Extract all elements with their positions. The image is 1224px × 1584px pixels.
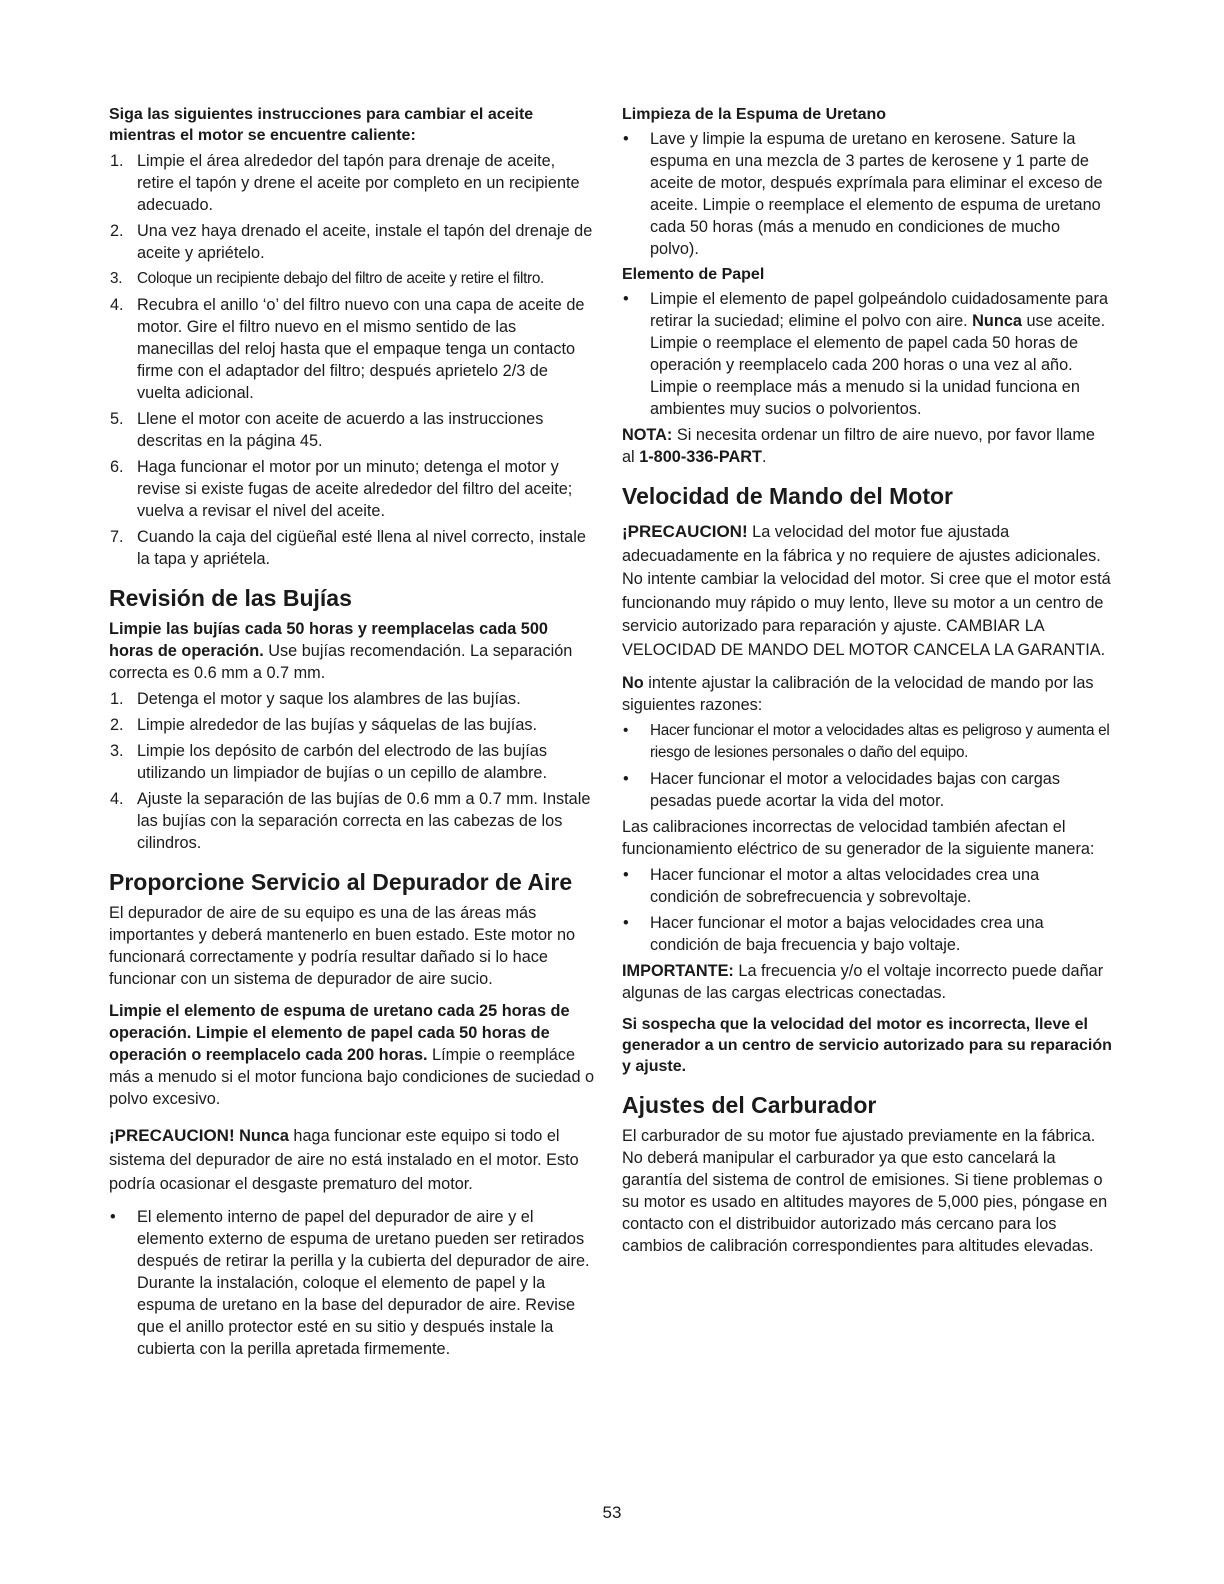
air-cleaner-heading: Proporcione Servicio al Depurador de Aire [109, 869, 573, 895]
air-filter-note: NOTA: Si necesita ordenar un filtro de aire nuevo, por favor llame al 1-800-336-PART. [622, 426, 1095, 466]
list-item: • Limpie el elemento de papel golpeándolo cuidadosamente para retirar la suciedad; elimine el polvo con aire. Nunca use aceite. Limpie o reemplace el elemento de papel cada 50 horas de operación y reemplacelo cada 200 horas o una vez al año. Limpie o reemplace más a menudo si la unidad funciona en ambientes muy sucios o polvorientos. [623, 290, 1109, 418]
list-item: • Hacer funcionar el motor a velocidades altas es peligroso y aumenta el riesgo de lesiones personales o daño del equipo. [623, 722, 1110, 761]
list-item: 3. Limpie los depósito de carbón del electrodo de las bujías utilizando un limpiador de bujías o un cepillo de alambre. [110, 742, 548, 782]
foam-heading: Limpieza de la Espuma de Uretano [622, 106, 887, 123]
air-cleaner-schedule: Limpie el elemento de espuma de uretano cada 25 horas de operación. Limpie el elemento de papel cada 50 horas de operación o reemplacelo cada 200 horas. Límpie o reempláce más a menudo si el motor funciona bajo condiciones de suciedad o polvo excesivo. [109, 1002, 595, 1108]
list-item: • Hacer funcionar el motor a bajas velocidades crea una condición de baja frecuencia y bajo voltaje. [623, 914, 1044, 954]
foam-bullets [622, 128, 1112, 260]
list-item: 4. Recubra el anillo ‘o’ del filtro nuevo con una capa de aceite de motor. Gire el filtro nuevo en el mismo sentido de las manecillas del reloj hasta que el empaque tenga un contacto firme con el adaptador del filtro; después aprietelo 2/3 de vuelta adicional. [110, 296, 585, 402]
hot-oil-intro: Siga las siguientes instrucciones para cambiar el aceite mientras el motor se encuentre caliente: [109, 106, 534, 144]
list-item: 3. Coloque un recipiente debajo del filtro de aceite y retire el filtro. [110, 270, 545, 287]
suspect-speed-notice: Si sospecha que la velocidad del motor es incorrecta, lleve el generador a un centro de servicio autorizado para su reparación y ajuste. [622, 1016, 1112, 1075]
list-item: • Hacer funcionar el motor a altas velocidades crea una condición de sobrefrecuencia y sobrevoltaje. [623, 866, 1040, 906]
paper-element-bullets [622, 288, 1112, 420]
spark-plug-heading: Revisión de las Bujías [109, 585, 352, 611]
page-number: 53 [602, 1503, 622, 1522]
left-column [109, 104, 595, 1364]
oil-change-steps [109, 150, 595, 570]
air-cleaner-caution: ¡PRECAUCION! Nunca haga funcionar este equipo si todo el sistema del depurador de aire no está instalado en el motor. Esto podría ocasionar el desgaste prematuro del motor. [109, 1126, 579, 1193]
list-item: 2. Limpie alrededor de las bujías y sáquelas de las bujías. [110, 716, 538, 734]
list-item: • Hacer funcionar el motor a velocidades bajas con cargas pesadas puede acortar la vida del motor. [623, 770, 1060, 810]
calibration-effects-intro: Las calibraciones incorrectas de velocidad también afectan el funcionamiento eléctrico de su generador de la siguiente manera: [622, 818, 1095, 858]
air-cleaner-bullets [109, 1206, 595, 1360]
speed-reasons [622, 720, 1112, 812]
list-item: 1. Limpie el área alrededor del tapón para drenaje de aceite, retire el tapón y drene el aceite por completo en un recipiente adecuado. [110, 152, 580, 214]
list-item: 5. Llene el motor con aceite de acuerdo a las instrucciones descritas en la página 45. [110, 410, 544, 450]
list-item: 6. Haga funcionar el motor por un minuto; detenga el motor y revise si existe fugas de aceite alrededor del filtro del aceite; vuelva a revisar el nivel del aceite. [110, 458, 573, 520]
right-column [622, 104, 1112, 1257]
spark-plug-steps [109, 688, 595, 854]
list-item: 2. Una vez haya drenado el aceite, instale el tapón del drenaje de aceite y apriételo. [110, 222, 593, 262]
importante-note: IMPORTANTE: La frecuencia y/o el voltaje incorrecto puede dañar algunas de las cargas electricas conectadas. [622, 962, 1104, 1002]
list-item: 7. Cuando la caja del cigüeñal esté llena al nivel correcto, instale la tapa y apriétela. [110, 528, 586, 568]
carburetor-text: El carburador de su motor fue ajustado previamente en la fábrica. No deberá manipular el carburador ya que esto cancelará la garantía del sistema de control de emisiones. Si tiene problemas o su motor es usado en altitudes mayores de 5,000 pies, póngase en contacto con el distribuidor autorizado más cercano para los cambios de calibración correspondientes para altitudes elevadas. [622, 1127, 1108, 1255]
spark-plug-intro: Limpie las bujías cada 50 horas y reemplacelas cada 500 horas de operación. Use bujías recomendación. La separación correcta es 0.6 mm a 0.7 mm. [109, 620, 573, 682]
air-cleaner-intro: El depurador de aire de su equipo es una de las áreas más importantes y deberá mantenerlo en buen estado. Este motor no funcionará correctamente y podría resultar dañado si lo hace funcionar con un sistema de depurador de aire sucio. [109, 904, 576, 988]
list-item: • Lave y limpie la espuma de uretano en kerosene. Sature la espuma en una mezcla de 3 partes de kerosene y 1 parte de aceite de motor, después exprímala para eliminar el exceso de aceite. Limpie o reemplace el elemento de espuma de uretano cada 50 horas (más a menudo en condiciones de mucho polvo). [623, 130, 1103, 258]
speed-warning-intro: No intente ajustar la calibración de la velocidad de mando por las siguientes razones: [622, 674, 1094, 714]
list-item: 4. Ajuste la separación de las bujías de 0.6 mm a 0.7 mm. Instale las bujías con la separación correcta en las cabezas de los cilindros. [110, 790, 591, 852]
list-item: • El elemento interno de papel del depurador de aire y el elemento externo de espuma de uretano pueden ser retirados después de retirar la perilla y la cubierta del depurador de aire. Durante la instalación, coloque el elemento de papel y la espuma de uretano en la base del depurador de aire. Revise que el anillo protector esté en su sitio y después instale la cubierta con la perilla apretada firmemente. [110, 1208, 590, 1358]
engine-speed-heading: Velocidad de Mando del Motor [622, 483, 953, 509]
carburetor-heading: Ajustes del Carburador [622, 1092, 877, 1118]
calibration-effects [622, 864, 1112, 956]
engine-speed-caution: ¡PRECAUCION! La velocidad del motor fue ajustada adecuadamente en la fábrica y no requiere de ajustes adicionales. No intente cambiar la velocidad del motor. Si cree que el motor está funcionando muy rápido o muy lento, lleve su motor a un centro de servicio autorizado para reparación y ajuste. CAMBIAR LA VELOCIDAD DE MANDO DEL MOTOR CANCELA LA GARANTIA. [622, 522, 1111, 659]
list-item: 1. Detenga el motor y saque los alambres de las bujías. [110, 690, 521, 708]
paper-element-heading: Elemento de Papel [622, 266, 765, 283]
